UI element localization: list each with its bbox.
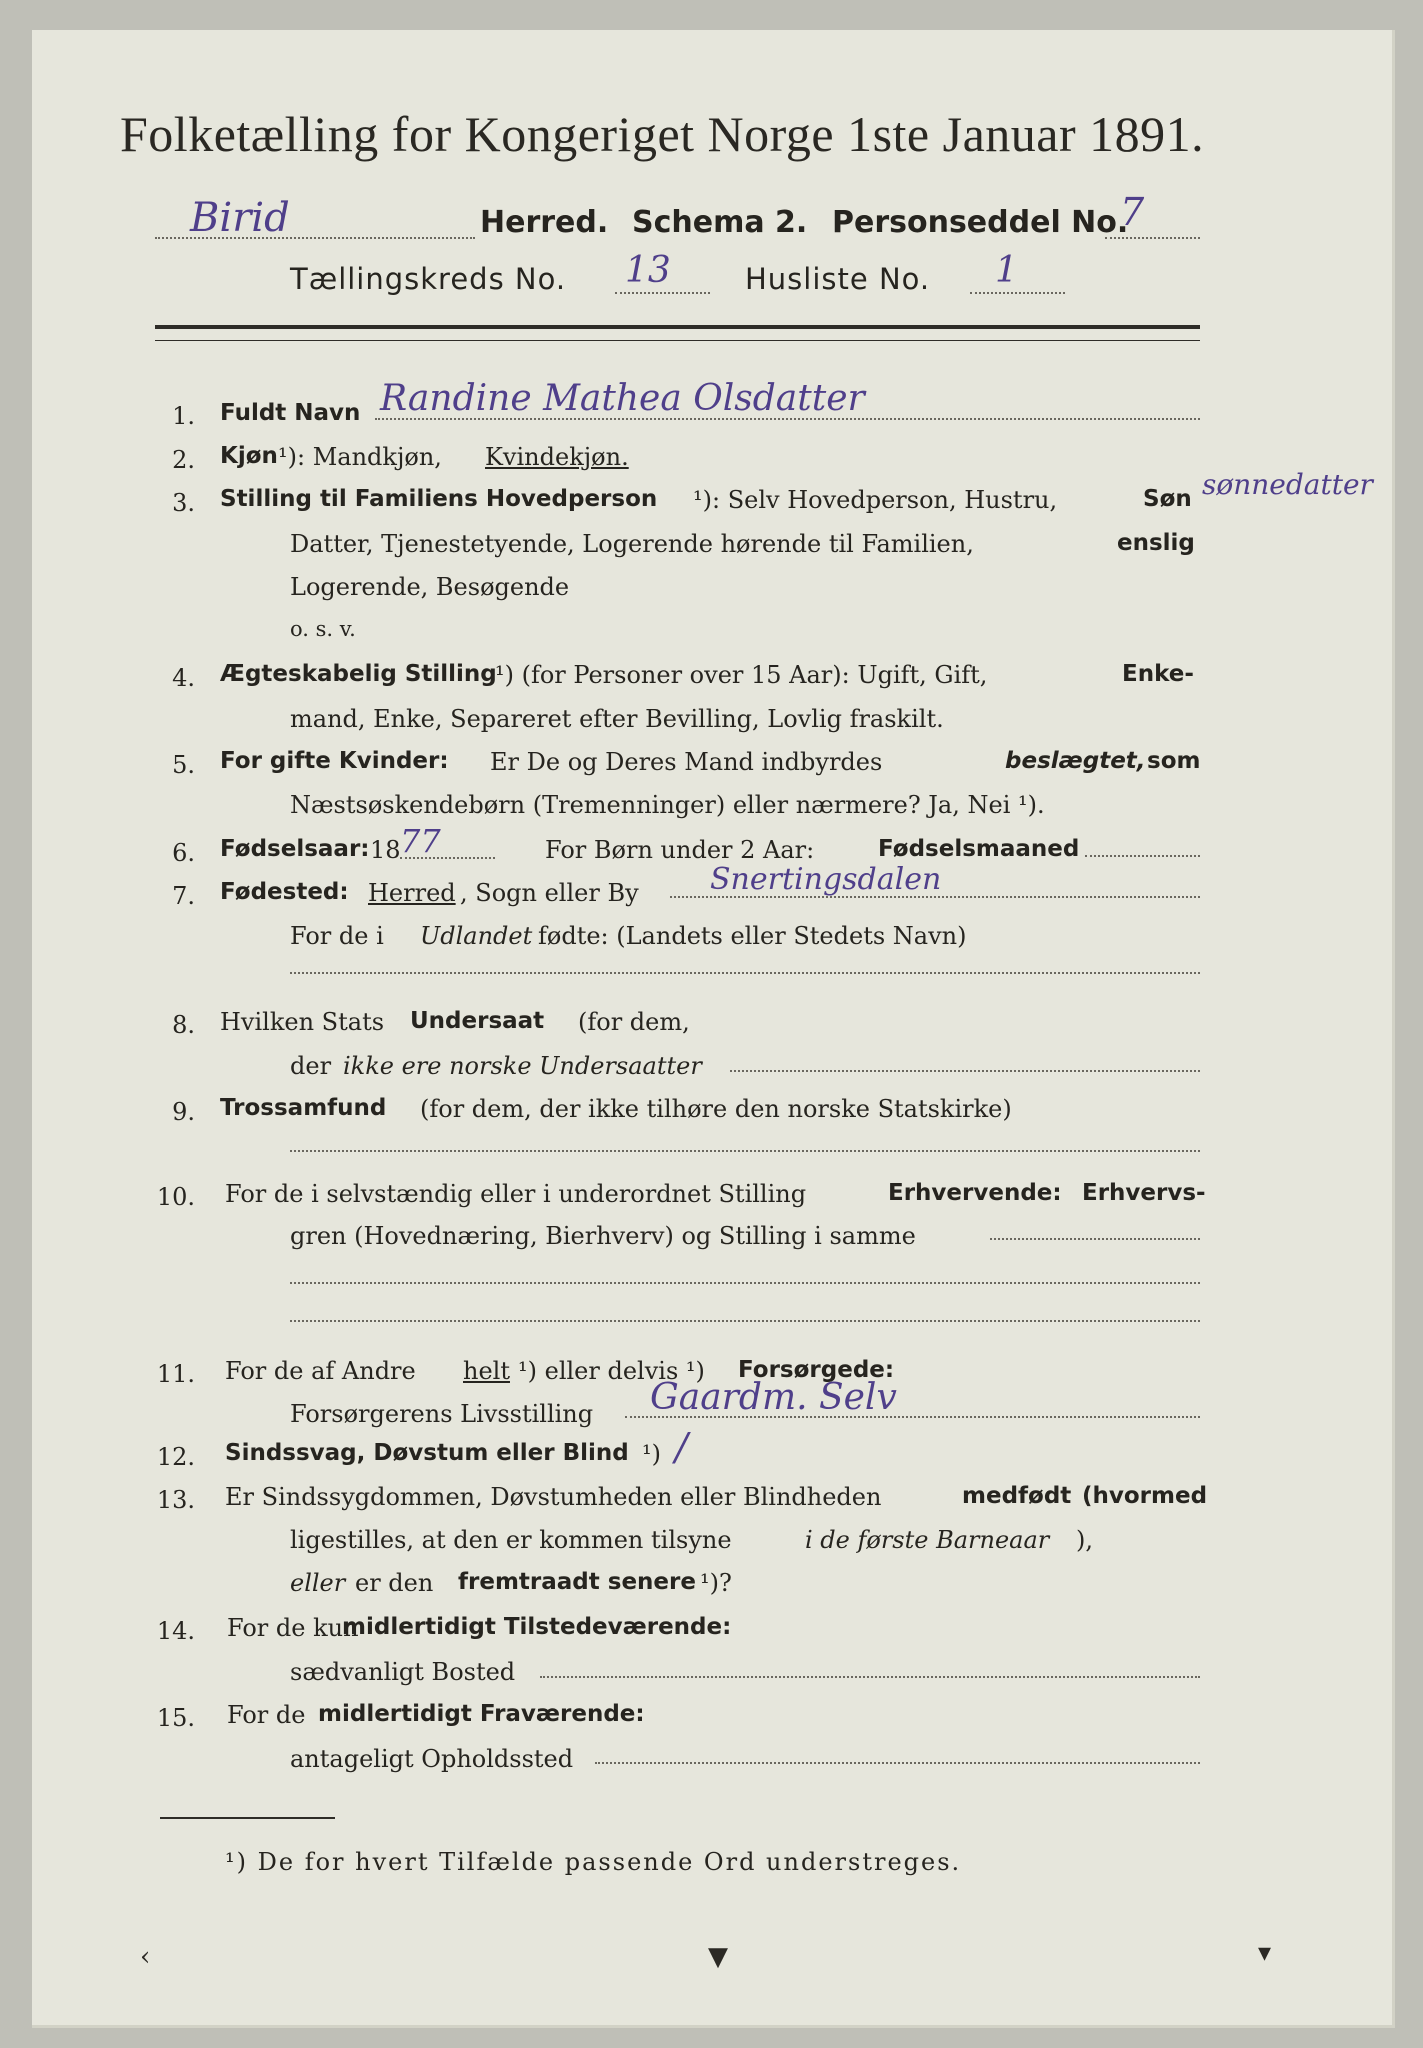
herred-value: Birid xyxy=(190,195,290,241)
q11-dotted-line xyxy=(625,1416,1200,1418)
form-title: Folketælling for Kongeriget Norge 1ste Januar 1891. xyxy=(120,106,1205,162)
q15-number: 15. xyxy=(156,1704,195,1732)
q14-number: 14. xyxy=(156,1617,195,1645)
q11-number: 11. xyxy=(156,1360,195,1388)
margin-mark-left: ‹ xyxy=(140,1942,151,1972)
q3-options-1: ¹): Selv Hovedperson, Hustru, xyxy=(693,486,1058,514)
personseddel-label: Personseddel No. xyxy=(832,205,1129,240)
q5-question-2: Næstsøskendebørn (Tremenninger) eller nærmere? Ja, Nei ¹). xyxy=(290,791,1045,819)
q14-text-1: For de kun xyxy=(227,1614,359,1642)
q11-helt: helt xyxy=(463,1357,510,1385)
q11-text-3: Forsørgerens Livsstilling xyxy=(290,1400,594,1428)
q4-enke: Enke- xyxy=(1122,661,1194,687)
q4-label: Ægteskabelig Stilling xyxy=(220,661,497,687)
q13-hvormed: (hvormed xyxy=(1082,1483,1208,1509)
q13-number: 13. xyxy=(156,1486,195,1514)
q5-beslaegtet: beslægtet, xyxy=(1005,748,1146,774)
q10-number: 10. xyxy=(156,1183,195,1211)
q5-number: 5. xyxy=(172,751,195,779)
q13-fremtraadt: fremtraadt senere xyxy=(458,1569,696,1595)
margin-mark-center: ▼ xyxy=(708,1942,728,1972)
q1-full-name-value: Randine Mathea Olsdatter xyxy=(380,378,865,419)
herred-dotted-line xyxy=(155,237,475,239)
q10-dotted-line-1 xyxy=(990,1238,1200,1240)
q6-number: 6. xyxy=(172,839,195,867)
q2-label: Kjøn xyxy=(220,443,278,469)
q13-text-1: Er Sindssygdommen, Døvstumheden eller Blindheden xyxy=(225,1483,882,1511)
husliste-label: Husliste No. xyxy=(745,262,931,296)
kreds-label: Tællingskreds No. xyxy=(290,262,567,296)
footnote-rule xyxy=(160,1817,335,1819)
q9-dotted-line xyxy=(290,1150,1200,1152)
q15-text-1: For de xyxy=(227,1701,306,1729)
q8-text-1: Hvilken Stats xyxy=(220,1008,385,1036)
kreds-dotted-line xyxy=(615,292,710,294)
q11-provider-occupation-value: Gaardm. Selv xyxy=(650,1377,897,1418)
q10-erhvervs: Erhvervs- xyxy=(1082,1180,1206,1206)
q7-birthplace-value: Snertingsdalen xyxy=(710,862,942,897)
q15-text-2: antageligt Opholdssted xyxy=(290,1745,574,1773)
q3-number: 3. xyxy=(172,489,195,517)
q3-label: Stilling til Familiens Hovedperson xyxy=(220,486,658,512)
q11-text-1: For de af Andre xyxy=(225,1357,416,1385)
q5-som: som xyxy=(1147,748,1201,774)
schema-label: Schema 2. xyxy=(632,205,808,240)
q7-herred: Herred xyxy=(368,879,456,907)
q7-udlandet: Udlandet xyxy=(420,922,533,950)
footnote: ¹) De for hvert Tilfælde passende Ord understreges. xyxy=(225,1848,962,1876)
q13-text-3: er den xyxy=(355,1569,434,1597)
q1-dotted-line xyxy=(375,418,1200,420)
q8-text-2: (for dem, xyxy=(578,1008,690,1036)
q10-text-2: gren (Hovednæring, Bierhverv) og Stilling i samme xyxy=(290,1222,916,1250)
husliste-value: 1 xyxy=(995,250,1018,291)
q6-birth-month-label: Fødselsmaaned xyxy=(878,836,1080,862)
q5-question-1: Er De og Deres Mand indbyrdes xyxy=(490,748,883,776)
q10-label: Erhvervende: xyxy=(888,1180,1062,1206)
q8-label: Undersaat xyxy=(410,1008,545,1034)
q13-eller: eller xyxy=(290,1569,346,1597)
q6-month-dotted-line xyxy=(1085,855,1200,857)
q10-dotted-line-3 xyxy=(290,1320,1200,1322)
q6-label: Fødselsaar: xyxy=(220,836,370,862)
q2-options: ¹): Mandkjøn, xyxy=(278,443,442,471)
q12-sup: ¹) xyxy=(642,1440,661,1468)
q14-label: midlertidigt Tilstedeværende: xyxy=(342,1614,732,1640)
q15-label: midlertidigt Fraværende: xyxy=(318,1701,645,1727)
q7-udland-prefix: For de i xyxy=(290,922,384,950)
q11-text-2: ¹) eller delvis ¹) xyxy=(518,1357,705,1385)
kreds-value: 13 xyxy=(625,250,671,291)
q6-dotted-line xyxy=(400,857,495,859)
q3-options-2: Datter, Tjenestetyende, Logerende hørende til Familien, xyxy=(290,530,974,558)
q13-barneaar: i de første Barneaar xyxy=(805,1526,1050,1554)
q13-text-3b: ¹)? xyxy=(700,1569,732,1597)
q4-number: 4. xyxy=(172,664,195,692)
q13-text-2b: ), xyxy=(1076,1526,1093,1554)
q12-number: 12. xyxy=(156,1443,195,1471)
q1-number: 1. xyxy=(172,402,195,430)
husliste-dotted-line xyxy=(970,292,1065,294)
q15-dotted-line xyxy=(595,1762,1200,1764)
header-rule-thick xyxy=(155,325,1200,329)
q6-birth-year-value: 77 xyxy=(400,822,441,860)
q9-label: Trossamfund xyxy=(220,1095,387,1121)
q6-year-prefix: 18 xyxy=(370,836,401,864)
q2-selected-kvindekjon: Kvindekjøn. xyxy=(485,443,629,471)
q8-text-3: der xyxy=(290,1052,332,1080)
personseddel-value: 7 xyxy=(1120,190,1145,234)
q7-sogn-by: , Sogn eller By xyxy=(460,879,639,907)
q12-slash-mark: / xyxy=(675,1425,688,1469)
q7-udland-note: fødte: (Landets eller Stedets Navn) xyxy=(538,922,967,950)
header-rule-thin xyxy=(155,340,1200,341)
q7-label: Fødested: xyxy=(220,879,349,905)
q7-dotted-line xyxy=(670,896,1200,898)
q10-text-1: For de i selvstændig eller i underordnet Stilling xyxy=(225,1180,807,1208)
q1-label: Fuldt Navn xyxy=(220,400,361,426)
q5-label: For gifte Kvinder: xyxy=(220,748,449,774)
q14-text-2: sædvanligt Bosted xyxy=(290,1658,516,1686)
q9-number: 9. xyxy=(172,1098,195,1126)
q8-ikke-norske: ikke ere norske Undersaatter xyxy=(343,1052,702,1080)
q6-children-note: For Børn under 2 Aar: xyxy=(545,836,815,864)
q8-dotted-line xyxy=(730,1070,1200,1072)
margin-mark-right: ▾ xyxy=(1258,1938,1272,1968)
q12-label: Sindssvag, Døvstum eller Blind xyxy=(225,1440,629,1466)
herred-label: Herred. xyxy=(480,205,609,240)
q3-position-value: sønnedatter xyxy=(1202,468,1373,501)
q11-label: Forsørgede: xyxy=(738,1357,895,1383)
q13-medfodt: medfødt xyxy=(962,1483,1072,1509)
q10-dotted-line-2 xyxy=(290,1282,1200,1284)
q3-osv: o. s. v. xyxy=(290,617,356,641)
q8-number: 8. xyxy=(172,1011,195,1039)
q14-dotted-line xyxy=(540,1676,1200,1678)
q3-enslig: enslig xyxy=(1117,530,1195,556)
q2-number: 2. xyxy=(172,446,195,474)
q3-son: Søn xyxy=(1143,486,1192,512)
q7-udland-dotted-line xyxy=(290,972,1200,974)
q9-text: (for dem, der ikke tilhøre den norske Statskirke) xyxy=(420,1095,1012,1123)
q4-options-1: ¹) (for Personer over 15 Aar): Ugift, Gift, xyxy=(495,661,988,689)
q4-options-2: mand, Enke, Separeret efter Bevilling, Lovlig fraskilt. xyxy=(290,705,944,733)
personseddel-dotted-line xyxy=(1105,237,1200,239)
q7-number: 7. xyxy=(172,882,195,910)
q3-options-3: Logerende, Besøgende xyxy=(290,573,570,601)
q13-text-2: ligestilles, at den er kommen tilsyne xyxy=(290,1526,732,1554)
